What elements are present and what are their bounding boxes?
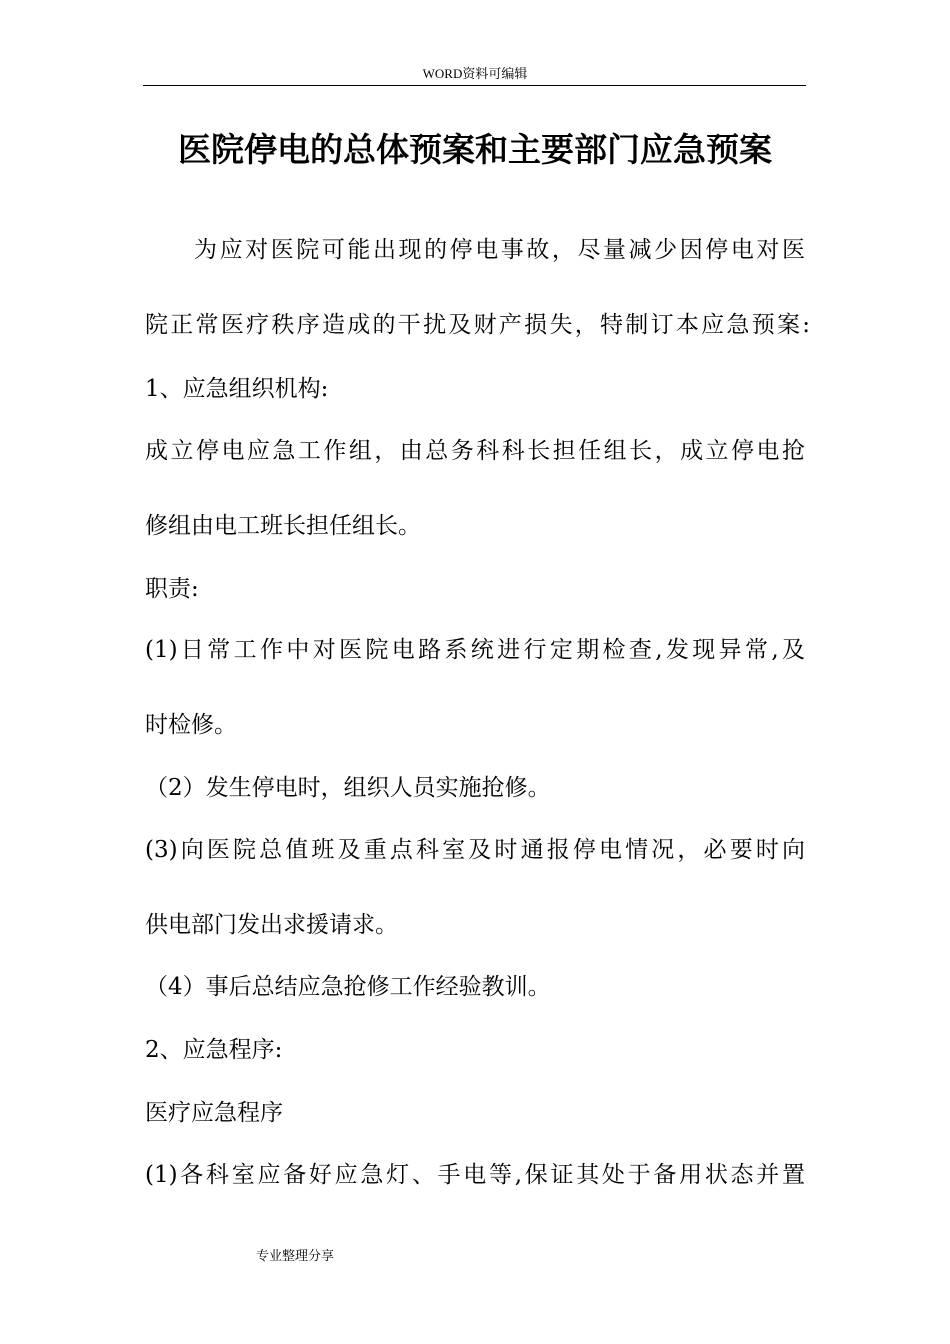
section-heading-2: 2、应急程序: xyxy=(145,1037,283,1063)
duties-label: 职责: xyxy=(145,576,199,602)
header-divider xyxy=(143,85,806,86)
duty-item-2: （2）发生停电时，组织人员实施抢修。 xyxy=(145,775,551,801)
paragraph-line-3: 成立停电应急工作组，由总务科科长担任组长，成立停电抢 xyxy=(145,438,805,464)
paragraph-line-2: 院正常医疗秩序造成的干扰及财产损失，特制订本应急预案: xyxy=(145,312,810,338)
procedure-item-1: (1)各科室应备好应急灯、手电等,保证其处于备用状态并置 xyxy=(145,1162,805,1188)
duty-item-1: (1)日常工作中对医院电路系统进行定期检查,发现异常,及 xyxy=(145,637,805,663)
section-heading-1: 1、应急组织机构: xyxy=(145,376,329,402)
page-header-text: WORD资料可编辑 xyxy=(422,66,528,81)
paragraph-line-4: 修组由电工班长担任组长。 xyxy=(145,513,421,539)
duty-item-3-cont: 供电部门发出求援请求。 xyxy=(145,912,398,938)
document-title: 医院停电的总体预案和主要部门应急预案 xyxy=(178,130,772,169)
paragraph-line-1: 为应对医院可能出现的停电事故，尽量减少因停电对医 xyxy=(194,237,805,263)
duty-item-4: （4）事后总结应急抢修工作经验教训。 xyxy=(145,974,551,1000)
duty-item-3: (3)向医院总值班及重点科室及时通报停电情况，必要时向 xyxy=(145,837,805,863)
subsection-heading: 医疗应急程序 xyxy=(145,1100,283,1126)
duty-item-1-cont: 时检修。 xyxy=(145,712,237,738)
page-footer-text: 专业整理分享 xyxy=(256,1249,335,1264)
